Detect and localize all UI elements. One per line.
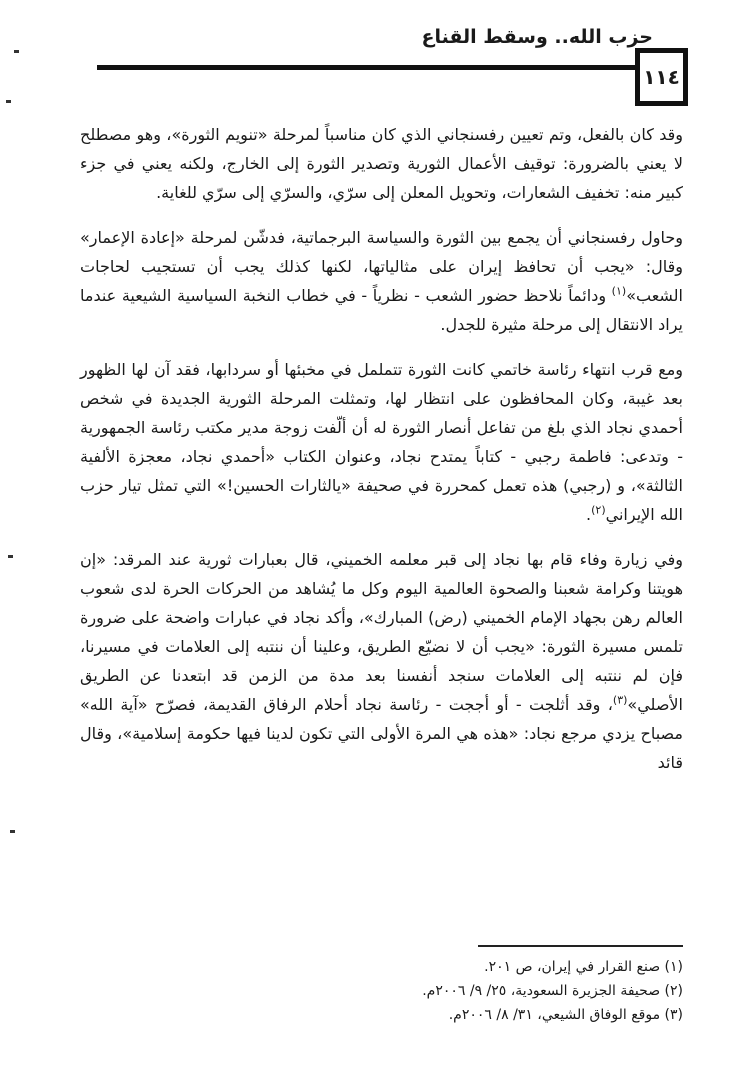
running-title: حزب الله.. وسقط القناع (421, 26, 653, 48)
footnote: (٣) موقع الوفاق الشيعي، ٣١/ ٨/ ٢٠٠٦م. (448, 1007, 683, 1023)
body-text (80, 120, 683, 793)
footnote-ref: (٣) (612, 693, 628, 707)
paragraph-text: ودائماً نلاحظ حضور الشعب - نظرياً - في خطاب النخبة السياسية الشيعية عندما يراد الانتقال إلى مرحلة مثيرة للجدل. (80, 286, 683, 334)
footnotes (80, 955, 683, 1027)
footnote: (١) صنع القرار في إيران، ص ٢٠١. (484, 959, 683, 975)
paragraph-text: وفي زيارة وفاء قام بها نجاد إلى قبر معلمه الخميني، قال بعبارات ثورية عند المرقد: «إن هويتنا وكرامة شعبنا والصحوة العالمية اليوم وكل ما يُشاهد من الحركات الحرة لدى شعوب العالم رهن بجهاد الإمام الخميني (رض) المبارك»، وأكد نجاد في عبارات واضحة على ضرورة تلمس مسيرة الثورة: «يجب أن لا نضيّع الطريق، وعلينا أن ننتبه إلى العلامات في مسيرنا، فإن لم ننتبه إلى العلامات سنجد أنفسنا بعد مدة من الزمن قد ابتعدنا عن الطريق الأصلي» (80, 550, 683, 714)
footnote-ref: (٢) (591, 503, 606, 517)
paragraph-text: ، وقد أثلجت - أو أججت - رئاسة نجاد أحلام الرفاق القديمة، فصرّح «آية الله» مصباح يزدي مرجع نجاد: «هذه هي المرة الأولى التي تكون لدينا فيها حكومة إسلامية»، وقال قائد (80, 695, 683, 772)
footnote-rule (478, 945, 683, 947)
paragraph-text: ومع قرب انتهاء رئاسة خاتمي كانت الثورة تتململ في مخبئها أو سردابها، فقد آن لها الظهور بعد غيبة، وكان المحافظون على انتظار لها، وتمثلت المرحلة الثورية الجديدة في شخص أحمدي نجاد الذي بلغ من تفاعل أنصار الثورة له أن ألّفت زوجة مدير مكتب رئاسة الجمهورية - وتدعى: فاطمة رجبي - كتاباً يمتدح نجاد، وعنوان الكتاب «أحمدي نجاد، معجزة الألفية الثالثة»، و (رجبي) هذه تعمل كمحررة في صحيفة «يالثارات الحسين!» التي تمثل تيار حزب الله الإيراني (80, 360, 683, 524)
paragraph: وقد كان بالفعل، وتم تعيين رفسنجاني الذي كان مناسباً لمرحلة «تنويم الثورة»، وهو مصطلح لا يعني بالضرورة: توقيف الأعمال الثورية وتصدير الثورة إلى الخارج، ولكنه يعني في جزء كبير منه: تخفيف الشعارات، وتحويل المعلن إلى سرّي، والسرّي إلى سرّي للغاية. (80, 125, 683, 202)
paragraph (80, 223, 683, 339)
paragraph-text: وحاول رفسنجاني أن يجمع بين الثورة والسياسة البرجماتية، فدشّن لمرحلة «إعادة الإعمار» وقال: «يجب أن تحافظ إيران على مثالياتها، لكنها كذلك يجب أن تستجيب لحاجات الشعب» (80, 228, 683, 305)
page-number: ١١٤ (635, 48, 688, 106)
header-rule (97, 65, 648, 70)
scan-speck (14, 50, 19, 53)
scan-speck (10, 830, 15, 833)
paragraph (80, 355, 683, 529)
footnote: (٢) صحيفة الجزيرة السعودية، ٢٥/ ٩/ ٢٠٠٦م. (422, 983, 683, 999)
footnote-ref: (١) (611, 284, 627, 298)
scan-speck (8, 555, 13, 558)
paragraph-text: . (586, 505, 592, 524)
paragraph (80, 545, 683, 777)
scan-speck (6, 100, 11, 103)
